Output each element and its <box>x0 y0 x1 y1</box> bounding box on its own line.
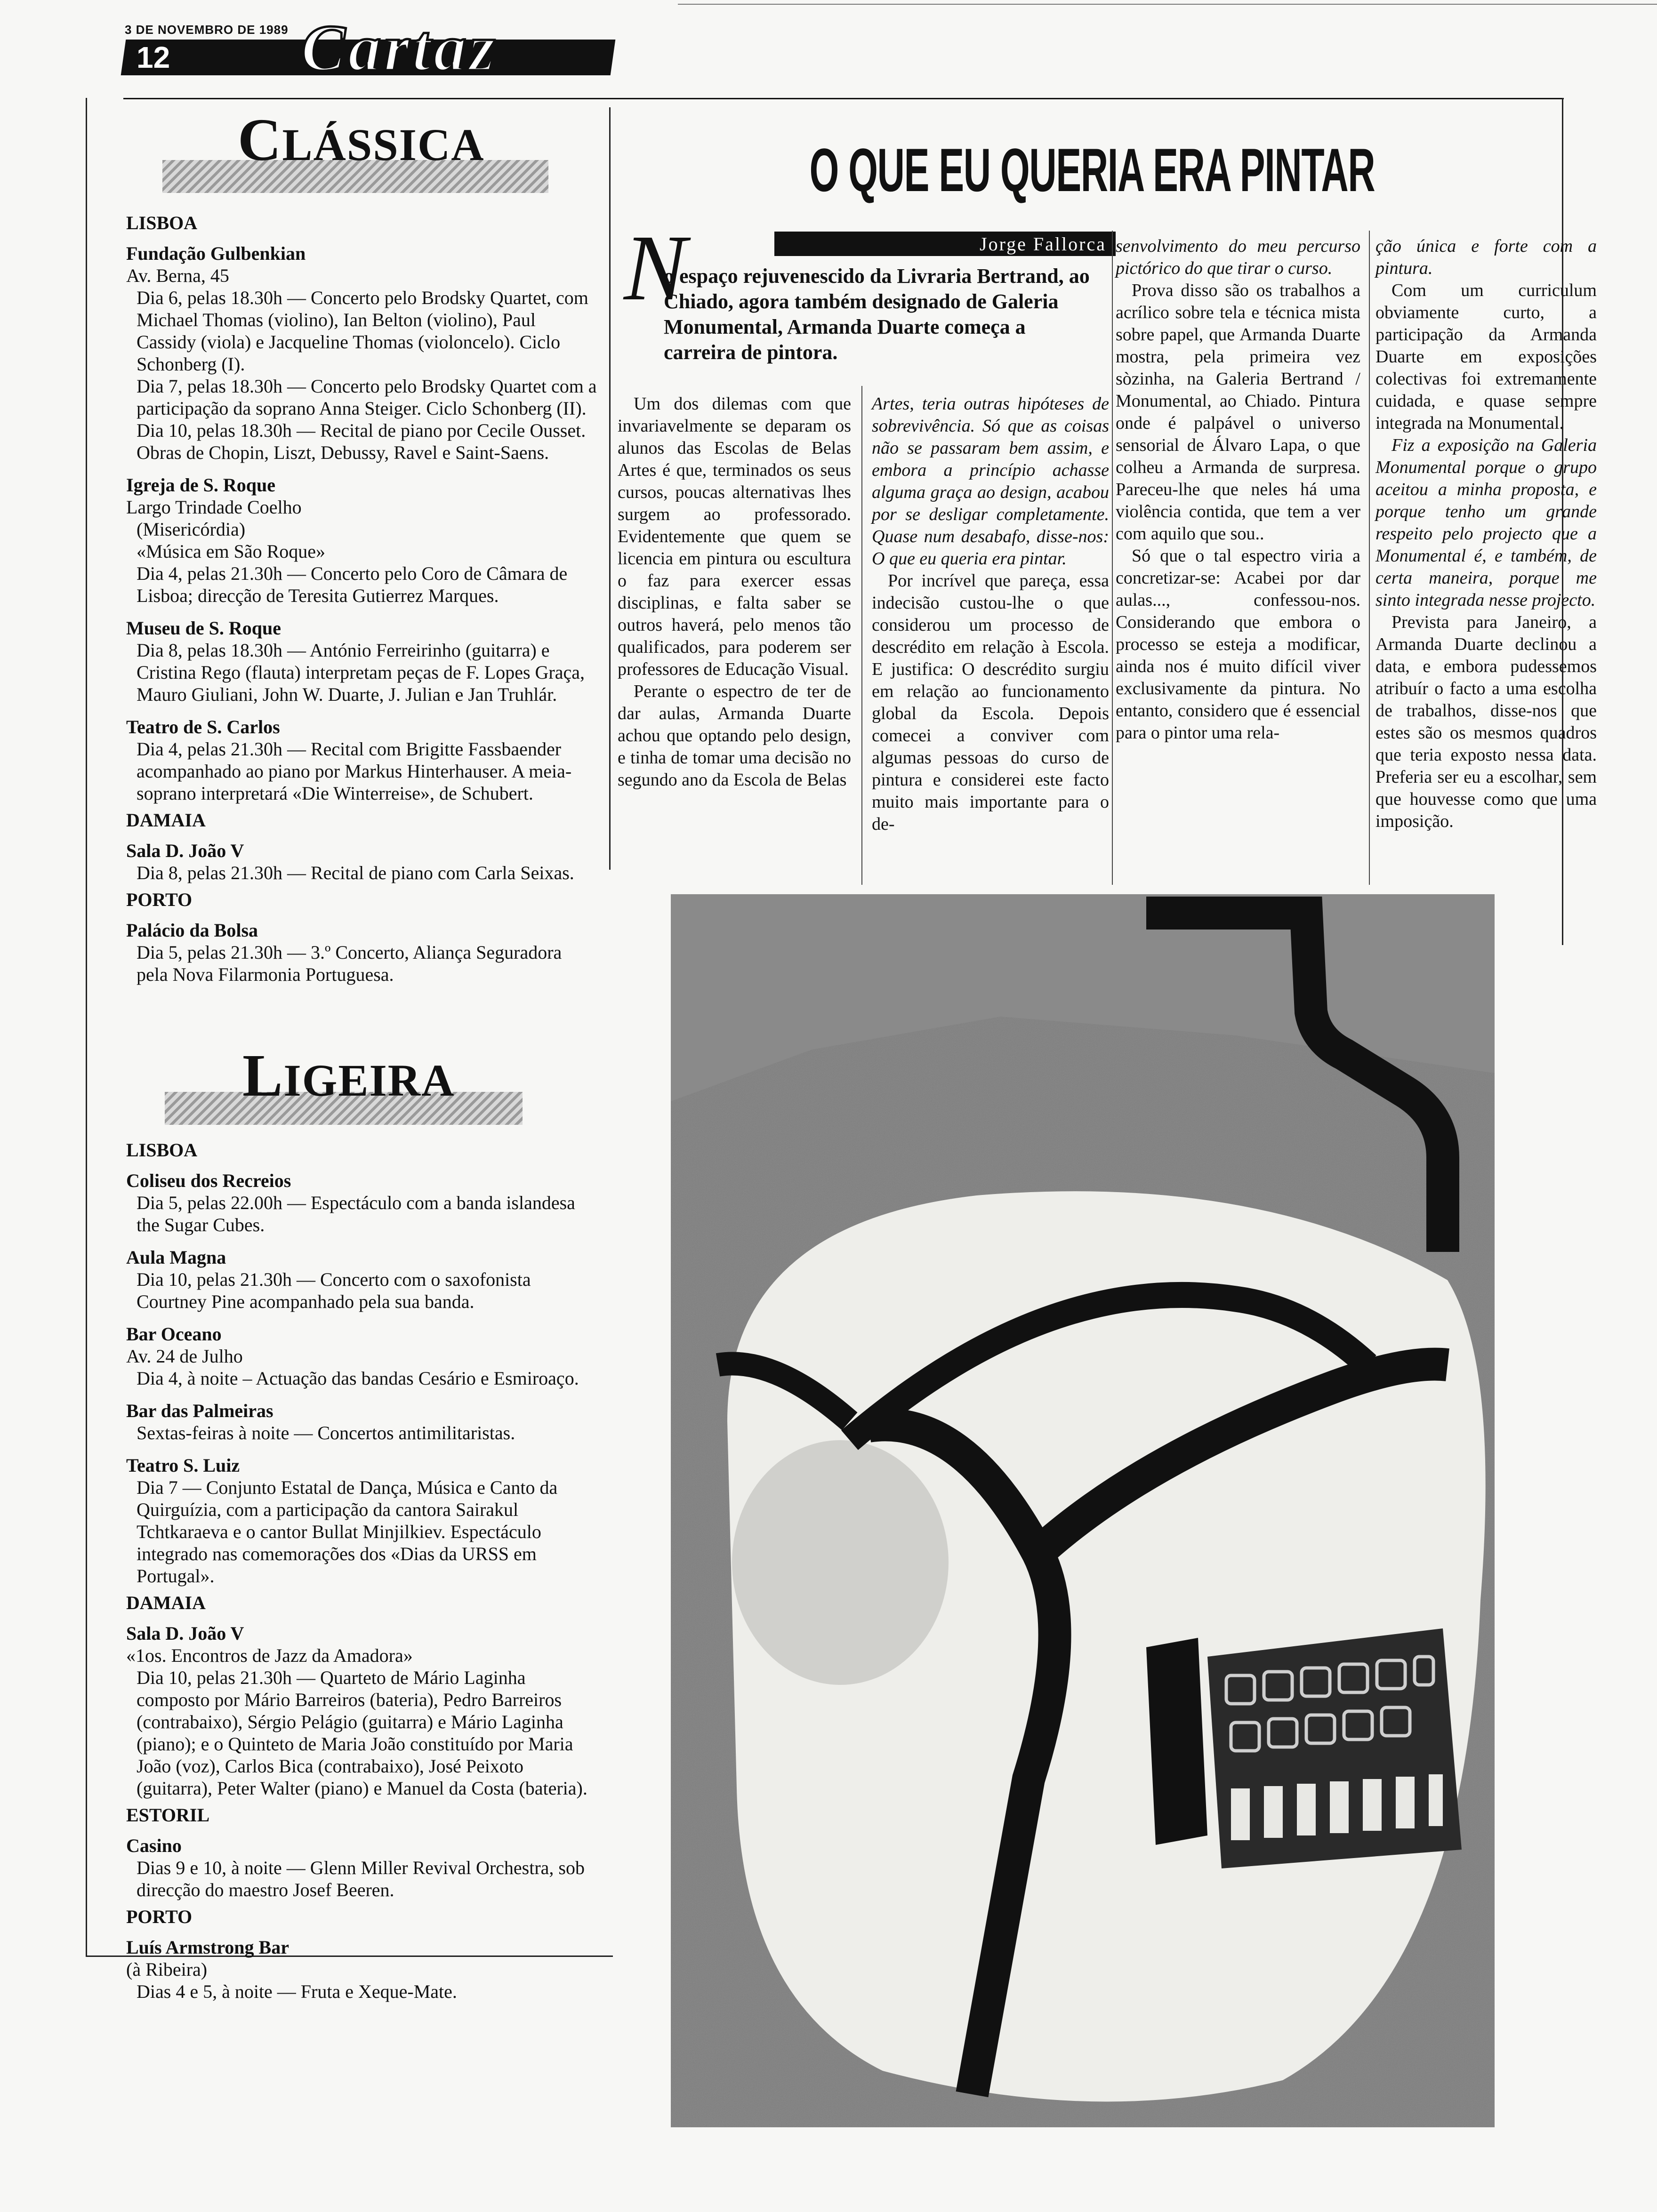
paragraph: Artes, teria outras hipóteses de sobrevivência. Só que as coisas não se passaram bem assim, e embora a princípio achasse alguma graça ao design, acabou por se desligar completamente. Quase num desabafo, disse-nos: O que eu queria era pintar. <box>872 394 1109 569</box>
listing-line: Dia 10, pelas 21.30h — Concerto com o saxofonista Courtney Pine acompanhado pela sua banda. <box>137 1269 531 1312</box>
listing-venue: Luís Armstrong Bar <box>126 1937 289 1958</box>
article-column-2 <box>872 393 1109 835</box>
listing-line: Dia 4, pelas 21.30h — Recital com Brigitte Fassbaender acompanhado ao piano por Markus Hinterhauser. A meia-soprano interpretará «Die Winterreise», de Schubert. <box>137 738 572 804</box>
paragraph: Com um curriculum obviamente curto, a participação da Armanda Duarte em exposições colectivas foi extremamente cuidada, e quase sempre integrada na Monumental. <box>1375 281 1597 433</box>
section-logo: Cartaz <box>301 12 498 85</box>
ligeira-heading <box>242 1042 455 1111</box>
article-column-1 <box>618 393 851 791</box>
listing-line: Dias 4 e 5, à noite — Fruta e Xeque-Mate. <box>137 1981 457 2002</box>
listing-venue: Coliseu dos Recreios <box>126 1170 291 1191</box>
page-number: 12 <box>137 40 170 74</box>
listing-city: DAMAIA <box>126 1592 206 1613</box>
paragraph: Fiz a exposição na Galeria Monumental porque o grupo aceitou a minha proposta, e porque tenho um grande respeito pelo projecto que a Monumental é, e também, de certa maneira, porque me sinto integrada nesse projecto. <box>1375 435 1597 610</box>
article-title: O QUE EU QUERIA ERA PINTAR <box>809 136 1375 204</box>
listing-venue: Teatro S. Luiz <box>126 1455 240 1476</box>
classica-heading-rest: LÁSSICA <box>282 120 485 170</box>
classica-heading-initial: C <box>238 106 282 173</box>
article-column-4 <box>1375 235 1597 833</box>
listing-venue: Sala D. João V <box>126 1623 244 1644</box>
listing-line: Dia 8, pelas 18.30h — António Ferreirinho (guitarra) e Cristina Rego (flauta) interpretam peças de F. Lopes Graça, Mauro Giuliani, John W. Duarte, J. Julian e Jan Truhlár. <box>137 640 585 705</box>
listing-line: Dia 4, à noite – Actuação das bandas Cesário e Esmiroaço. <box>137 1368 579 1389</box>
listing-line: Dia 10, pelas 18.30h — Recital de piano por Cecile Ousset. Obras de Chopin, Liszt, Debussy, Ravel e Saint-Saens. <box>137 420 586 463</box>
listing-city: LISBOA <box>126 1139 198 1161</box>
listing-line: Av. Berna, 45 <box>126 265 229 286</box>
listing-line: Dia 6, pelas 18.30h — Concerto pelo Brodsky Quartet, com Michael Thomas (violino), Ian Belton (violino), Paul Cassidy (viola) e Jacqueline Thomas (violoncelo). Ciclo Schonberg (I). <box>137 287 588 375</box>
listing-venue: Museu de S. Roque <box>126 617 281 639</box>
listing-line: (Misericórdia) <box>137 519 246 540</box>
listing-venue: Bar das Palmeiras <box>126 1400 273 1421</box>
listing-venue: Bar Oceano <box>126 1323 222 1345</box>
paragraph: Por incrível que pareça, essa indecisão custou-lhe o que considerou um processo de descrédito em relação à Escola. E justifica: O descrédito surgiu em relação ao funcionamento global da Escola. Depois comecei a conviver com algumas pessoas do curso de pintura e considerei este facto muito mais importante para o de- <box>872 571 1109 834</box>
paragraph: Só que o tal espectro viria a concretizar-se: Acabei por dar aulas..., confessou-nos. Considerando que embora o processo se esteja a modificar, ainda nos é muito difícil viver exclusivamente da pintura. No entanto, considero que é essencial para o pintor uma rela- <box>1116 546 1360 743</box>
ligeira-heading-rest: IGEIRA <box>283 1055 455 1106</box>
listing-line: Dia 7, pelas 18.30h — Concerto pelo Brodsky Quartet com a participação da soprano Anna Steiger. Ciclo Schonberg (II). <box>137 376 597 419</box>
ligeira-heading-initial: L <box>242 1042 284 1109</box>
listing-line: Dia 4, pelas 21.30h — Concerto pelo Coro de Câmara de Lisboa; direcção de Teresita Gutierrez Marques. <box>137 563 568 606</box>
listing-line: «Música em São Roque» <box>137 541 326 562</box>
paragraph: Prevista para Janeiro, a Armanda Duarte declinou a data, e embora pudessemos atribuír o facto a uma escolha de trabalhos, disse-nos que estes são os mesmos quadros que teria exposto nessa data. Preferia ser eu a escolhar, sem que houvesse como que uma imposição. <box>1375 612 1597 831</box>
listing-venue: Igreja de S. Roque <box>126 474 276 496</box>
classica-listings <box>126 207 597 986</box>
listing-line: Dia 7 — Conjunto Estatal de Dança, Música e Canto da Quirguízia, com a participação da cantora Sairakul Tchtkaraeva e o cantor Bullat Minjilkiev. Espectáculo integrado nas comemorações dos «Dias da URSS em Portugal». <box>137 1477 558 1587</box>
article-column-3 <box>1116 235 1360 744</box>
listing-city: PORTO <box>126 1906 193 1927</box>
paragraph: ção única e forte com a pintura. <box>1375 236 1597 278</box>
listing-venue: Sala D. João V <box>126 840 244 861</box>
paragraph: senvolvimento do meu percurso pictórico do que tirar o curso. <box>1116 236 1360 278</box>
listing-venue: Teatro de S. Carlos <box>126 716 280 737</box>
frame-left-rule <box>86 98 87 1957</box>
listing-line: Dias 9 e 10, à noite — Glenn Miller Revival Orchestra, sob direcção do maestro Josef Beeren. <box>137 1857 585 1900</box>
listing-venue: Palácio da Bolsa <box>126 920 258 941</box>
painting-photo <box>671 894 1495 2127</box>
column-rule-1 <box>861 386 862 885</box>
column-separator <box>609 107 611 870</box>
listing-venue: Fundação Gulbenkian <box>126 243 306 264</box>
listing-city: LISBOA <box>126 212 198 233</box>
listing-line: Largo Trindade Coelho <box>126 497 302 518</box>
listing-venue: Casino <box>126 1835 182 1856</box>
header-rule <box>123 98 1564 99</box>
listing-line: Dia 5, pelas 22.00h — Espectáculo com a banda islandesa the Sugar Cubes. <box>137 1192 575 1235</box>
listing-city: PORTO <box>126 889 193 910</box>
listing-line: (à Ribeira) <box>126 1959 208 1980</box>
paragraph: Prova disso são os trabalhos a acrílico sobre tela e técnica mista sobre papel, que Armanda Duarte mostra, pela primeira vez sòzinha, na Galeria Bertrand / Monumental, ao Chiado. Pintura onde é palpável o universo sensorial de Álvaro Lapa, o que colheu a Armanda de surpresa. Pareceu-lhe que neles há uma violência contida, que tem a ver com aquilo que sou.. <box>1116 281 1360 544</box>
listing-city: ESTORIL <box>126 1804 210 1826</box>
article-byline: Jorge Fallorca <box>980 233 1106 255</box>
classica-heading <box>238 106 485 176</box>
article-lead: o espaço rejuvenescido da Livraria Bertrand, ao Chiado, agora também designado de Galeria Monumental, Armanda Duarte começa a carreira de pintora. <box>664 264 1090 364</box>
paragraph: Perante o espectro de ter de dar aulas, Armanda Duarte achou que optando pelo design, e tinha de tomar uma decisão no segundo ano da Escola de Belas <box>618 681 851 790</box>
listing-line: «1os. Encontros de Jazz da Amadora» <box>126 1645 413 1666</box>
paragraph: Um dos dilemas com que invariavelmente se deparam os alunos das Escolas de Belas Artes é que, terminados os seus cursos, poucas alternativas lhes surgem ao professorado. Evidentemente que quem se licencia em pintura ou escultura o faz para exercer essas disciplinas, e falta saber se outros haverá, pelo menos tão qualificados, para poderem ser professores de Educação Visual. <box>618 394 851 679</box>
column-rule-2 <box>1112 231 1113 885</box>
listing-line: Dia 8, pelas 21.30h — Recital de piano com Carla Seixas. <box>137 862 574 883</box>
listing-line: Sextas-feiras à noite — Concertos antimilitaristas. <box>137 1422 515 1443</box>
lead-dropcap: N <box>624 216 687 320</box>
listing-line: Dia 5, pelas 21.30h — 3.º Concerto, Aliança Seguradora pela Nova Filarmonia Portuguesa. <box>137 942 562 985</box>
top-edge-rule <box>678 4 1657 5</box>
listing-venue: Aula Magna <box>126 1247 226 1268</box>
listing-city: DAMAIA <box>126 809 206 831</box>
ligeira-listings <box>126 1134 597 2003</box>
listing-line: Dia 10, pelas 21.30h — Quarteto de Mário Laginha composto por Mário Barreiros (bateria), Pedro Barreiros (contrabaixo), Sérgio Pelágio (guitarra) e Mário Laginha (piano); e o Quinteto de Maria João constituído por Maria João (voz), Carlos Bica (contrabaixo), José Peixoto (guitarra), Peter Walter (piano) e Manuel da Costa (bateria). <box>137 1667 587 1799</box>
listing-line: Av. 24 de Julho <box>126 1346 243 1367</box>
column-rule-3 <box>1369 231 1370 885</box>
issue-date: 3 DE NOVEMBRO DE 1989 <box>125 23 289 37</box>
